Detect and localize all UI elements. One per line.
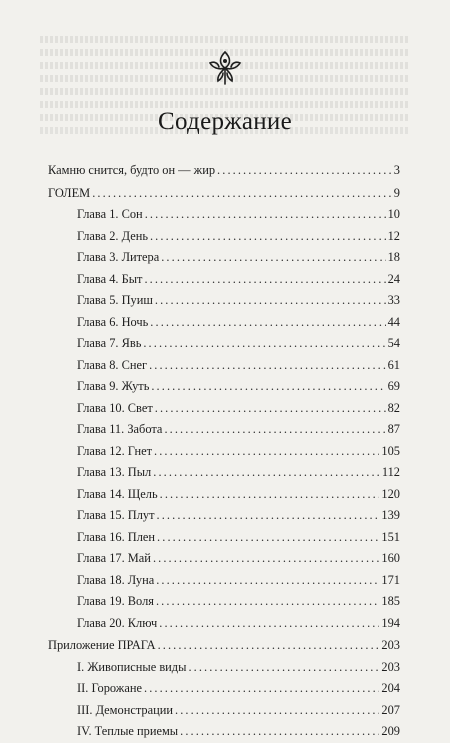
dot-leader	[143, 333, 385, 355]
dot-leader	[144, 269, 385, 291]
toc-entry-page-number: 69	[387, 379, 400, 393]
toc-entry	[48, 462, 400, 484]
toc-entry-page-number: 12	[387, 228, 400, 243]
toc-entry-label: Глава 18. Луна	[77, 572, 155, 587]
toc-entry	[48, 419, 400, 441]
toc-entry-page-number: 203	[381, 638, 400, 652]
toc-entry	[48, 247, 400, 269]
dot-leader	[159, 613, 379, 635]
dot-leader	[150, 312, 385, 334]
toc-entry-page-number: 151	[381, 529, 400, 544]
table-of-contents	[48, 160, 400, 743]
toc-entry-page-number: 9	[393, 185, 400, 200]
dot-leader	[155, 398, 386, 420]
toc-entry	[48, 269, 400, 291]
page-title: Содержание	[158, 108, 292, 135]
toc-entry	[48, 505, 400, 527]
floral-ornament-icon	[205, 48, 245, 88]
toc-entry-page-number: 24	[387, 271, 400, 286]
toc-entry	[48, 678, 400, 700]
toc-entry-page-number: 10	[387, 207, 400, 221]
dot-leader	[158, 635, 380, 657]
toc-entry-page-number: 160	[381, 551, 400, 565]
toc-entry-page-number: 44	[387, 314, 400, 329]
toc-entry-label: Глава 8. Снег	[77, 357, 148, 372]
toc-entry	[48, 700, 400, 722]
dot-leader	[157, 505, 380, 527]
toc-entry-label: II. Горожане	[77, 681, 142, 695]
toc-entry	[48, 591, 400, 613]
dot-leader	[164, 419, 385, 441]
toc-entry	[48, 657, 400, 679]
toc-entry-label: Глава 3. Литера	[77, 250, 160, 264]
toc-entry-page-number: 139	[381, 508, 400, 522]
dot-leader	[145, 204, 386, 226]
toc-entry-page-number: 61	[387, 357, 400, 372]
toc-entry-page-number: 171	[381, 572, 400, 587]
toc-entry-label: Приложение ПРАГА	[48, 638, 156, 652]
dot-leader	[154, 441, 379, 463]
toc-entry-page-number: 3	[393, 163, 400, 177]
toc-entry-label: ГОЛЕМ	[48, 185, 91, 200]
toc-entry-page-number: 18	[387, 250, 400, 264]
toc-entry-label: Глава 9. Жуть	[77, 379, 150, 393]
toc-entry-page-number: 185	[381, 594, 400, 608]
toc-entry-page-number: 33	[387, 293, 400, 307]
toc-entry	[48, 441, 400, 463]
dot-leader	[157, 527, 379, 549]
toc-entry-page-number: 204	[381, 681, 400, 695]
dot-leader	[153, 548, 379, 570]
toc-entry	[48, 635, 400, 657]
toc-entry	[48, 376, 400, 398]
toc-entry	[48, 290, 400, 312]
toc-entry-label: Глава 20. Ключ	[77, 615, 158, 630]
toc-entry	[48, 527, 400, 549]
dot-leader	[144, 678, 379, 700]
toc-entry-label: Глава 2. День	[77, 228, 148, 243]
toc-entry	[48, 721, 400, 743]
toc-entry-label: Глава 7. Явь	[77, 336, 142, 350]
dot-leader	[217, 160, 392, 182]
toc-entry-label: Глава 13. Пыл	[77, 465, 152, 479]
toc-entry-label: Глава 15. Плут	[77, 508, 155, 522]
toc-entry	[48, 570, 400, 592]
toc-entry-page-number: 105	[381, 443, 400, 458]
toc-entry-label: Глава 19. Воля	[77, 594, 154, 608]
toc-entry-label: Глава 16. Плен	[77, 529, 156, 544]
dot-leader	[150, 226, 386, 248]
toc-entry-page-number: 207	[381, 702, 400, 717]
toc-entry-label: Глава 5. Пуиш	[77, 293, 153, 307]
toc-entry-label: Глава 1. Сон	[77, 207, 143, 221]
toc-entry	[48, 312, 400, 334]
toc-entry	[48, 548, 400, 570]
toc-entry	[48, 398, 400, 420]
toc-entry	[48, 160, 400, 182]
toc-entry	[48, 204, 400, 226]
dot-leader	[160, 484, 380, 506]
dot-leader	[180, 721, 379, 743]
dot-leader	[92, 183, 392, 205]
toc-entry-page-number: 112	[381, 465, 400, 479]
toc-entry-page-number: 54	[387, 336, 400, 350]
toc-entry	[48, 613, 400, 635]
toc-entry-page-number: 209	[381, 724, 400, 738]
toc-entry-label: Глава 17. Май	[77, 551, 151, 565]
dot-leader	[153, 462, 380, 484]
toc-entry-label: I. Живописные виды	[77, 659, 187, 674]
toc-entry-label: Глава 4. Быт	[77, 271, 143, 286]
toc-entry-label: Камню снится, будто он — жир	[48, 163, 216, 177]
dot-leader	[149, 355, 386, 377]
dot-leader	[151, 376, 385, 398]
toc-entry-page-number: 203	[381, 659, 400, 674]
toc-entry-label: Глава 12. Гнет	[77, 443, 153, 458]
dot-leader	[161, 247, 385, 269]
toc-entry	[48, 183, 400, 205]
dot-leader	[156, 591, 379, 613]
toc-entry-page-number: 120	[381, 486, 400, 501]
toc-entry	[48, 484, 400, 506]
toc-entry-page-number: 194	[381, 615, 400, 630]
toc-entry-label: Глава 6. Ночь	[77, 314, 149, 329]
dot-leader	[156, 570, 379, 592]
toc-entry-page-number: 82	[387, 400, 400, 415]
toc-entry-label: Глава 10. Свет	[77, 400, 153, 415]
toc-entry	[48, 333, 400, 355]
toc-entry	[48, 355, 400, 377]
toc-entry-label: III. Демонстрации	[77, 702, 173, 717]
toc-entry-page-number: 87	[387, 422, 400, 436]
toc-entry-label: IV. Теплые приемы	[77, 724, 179, 738]
toc-entry-label: Глава 11. Забота	[77, 422, 163, 436]
dot-leader	[175, 700, 379, 722]
toc-entry	[48, 226, 400, 248]
dot-leader	[155, 290, 386, 312]
toc-entry-label: Глава 14. Щель	[77, 486, 158, 501]
dot-leader	[188, 657, 379, 679]
